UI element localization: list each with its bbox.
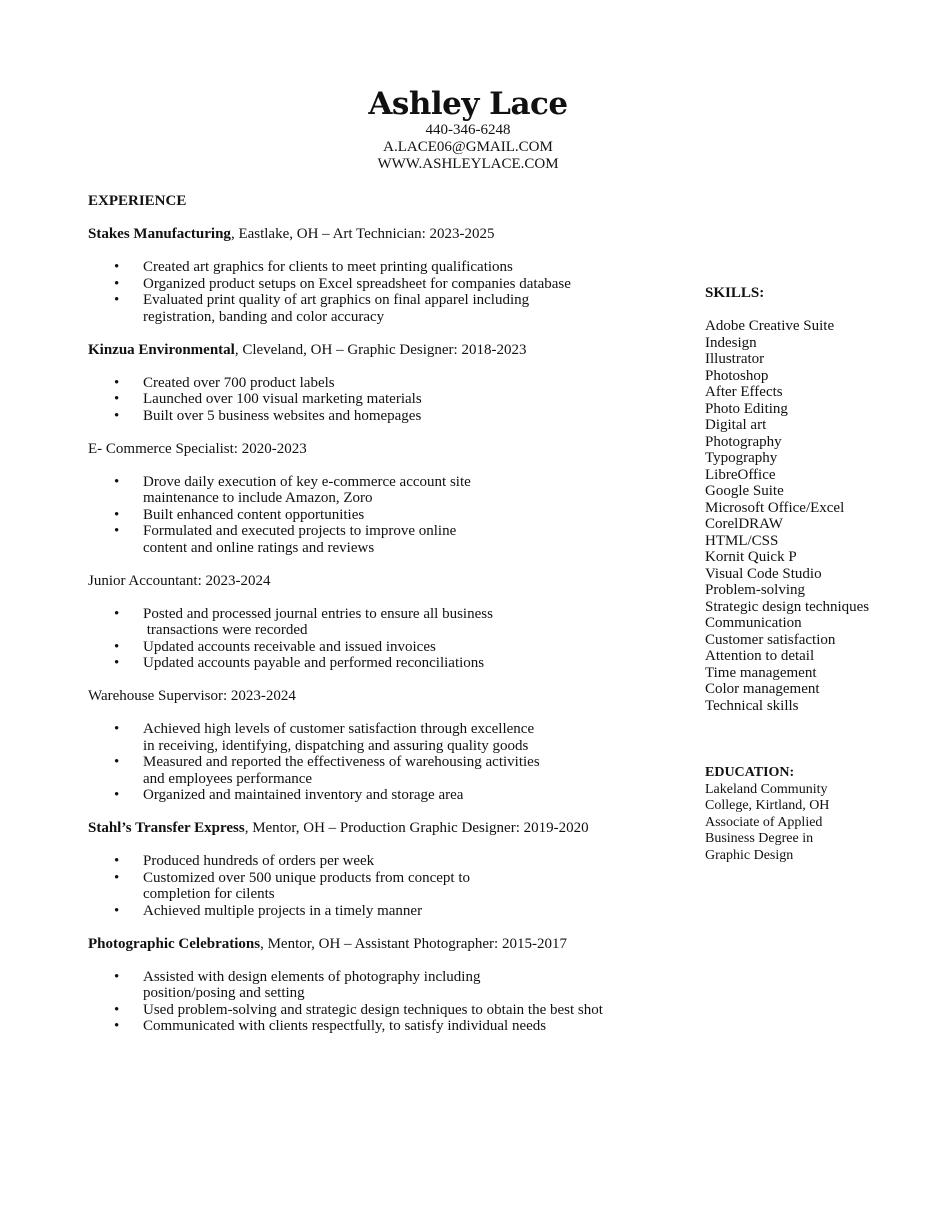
skill-item: Problem-solving (705, 582, 805, 598)
skill-item: CorelDRAW (705, 516, 783, 532)
list-item: • Created over 700 product labels (114, 374, 335, 391)
list-item: • Achieved high levels of customer satisfaction through excellence (114, 721, 535, 737)
education-line: Graphic Design (705, 847, 794, 863)
list-item: • Organized product setups on Excel spreadsheet for companies database (114, 275, 571, 292)
company-name: Kinzua Environmental (88, 341, 235, 358)
list-item-continuation: content and online ratings and reviews (143, 539, 375, 556)
job-detail: , Mentor, OH – Production Graphic Designer: 2019-2020 (244, 820, 589, 836)
resume-header (0, 86, 936, 173)
skills-heading: SKILLS: (705, 285, 765, 301)
company-name: Photographic Celebrations (88, 935, 261, 952)
email-address: A.LACE06@GMAIL.COM (383, 139, 553, 155)
education-line: Business Degree in (705, 831, 814, 846)
list-item: • Built over 5 business websites and homepages (114, 407, 422, 424)
skill-item: Technical skills (705, 697, 799, 714)
skill-item: Indesign (705, 334, 757, 351)
skill-item: After Effects (705, 384, 783, 400)
bullet-glyph: • (114, 968, 120, 985)
list-item: • Produced hundreds of orders per week (114, 853, 375, 869)
bullet-glyph: • (114, 292, 120, 308)
skill-item: Color management (705, 681, 820, 697)
bullet-glyph: • (114, 655, 120, 671)
list-item-continuation: maintenance to include Amazon, Zoro (143, 490, 373, 506)
bullet-list-stahls (88, 853, 688, 936)
education-line: College, Kirtland, OH (705, 798, 830, 813)
list-item: • Organized and maintained inventory and storage area (114, 787, 464, 803)
skill-item: Photo Editing (705, 400, 788, 417)
bullet-glyph: • (114, 473, 120, 490)
bullet-glyph: • (114, 605, 120, 622)
bullet-glyph: • (114, 407, 120, 424)
job-heading-photo (88, 936, 688, 969)
skill-item: Strategic design techniques (705, 598, 870, 615)
bullet-list-ecommerce (88, 474, 688, 573)
skills-list (705, 318, 905, 714)
company-name: Stahl’s Transfer Express (88, 820, 245, 836)
list-item: • Evaluated print quality of art graphics on final apparel including (114, 292, 530, 308)
skill-item: Time management (705, 664, 817, 681)
list-item: • Assisted with design elements of photography including (114, 968, 481, 985)
company-name: Stakes Manufacturing (88, 226, 231, 242)
list-item: • Updated accounts receivable and issued invoices (114, 638, 436, 655)
bullet-glyph: • (114, 787, 120, 803)
skill-item: LibreOffice (705, 466, 776, 483)
list-item: • Built enhanced content opportunities (114, 506, 365, 523)
skill-item: Kornit Quick P (705, 549, 797, 565)
skill-item: Communication (705, 615, 802, 631)
candidate-name: Ashley Lace (368, 86, 568, 122)
role-heading-warehouse: Warehouse Supervisor: 2023-2024 (88, 688, 296, 704)
bullet-glyph: • (114, 275, 120, 292)
list-item-continuation: position/posing and setting (143, 985, 305, 1001)
bullet-glyph: • (114, 721, 120, 737)
skill-item: Attention to detail (705, 648, 815, 664)
job-heading-kinzua (88, 342, 688, 375)
bullet-list-photo (88, 969, 688, 1052)
skill-item: Microsoft Office/Excel (705, 499, 845, 516)
skill-item: HTML/CSS (705, 532, 779, 549)
job-detail: , Cleveland, OH – Graphic Designer: 2018-2023 (234, 341, 527, 358)
skill-item: Customer satisfaction (705, 631, 836, 648)
job-heading-stakes (88, 226, 688, 259)
list-item-continuation: registration, banding and color accuracy (143, 308, 385, 325)
bullet-list-accountant (88, 606, 688, 689)
list-item: • Created art graphics for clients to meet printing qualifications (114, 259, 513, 275)
role-heading-accountant: Junior Accountant: 2023-2024 (88, 572, 271, 589)
list-item-continuation: in receiving, identifying, dispatching and assuring quality goods (143, 737, 529, 754)
education-line: Lakeland Community (705, 781, 828, 797)
bullet-glyph: • (114, 754, 120, 770)
list-item: • Updated accounts payable and performed reconciliations (114, 655, 485, 671)
list-item: • Drove daily execution of key e-commerce account site (114, 473, 471, 490)
skill-item: Visual Code Studio (705, 565, 822, 582)
education-heading: EDUCATION: (705, 765, 795, 780)
website-url: WWW.ASHLEYLACE.COM (377, 156, 559, 172)
skill-item: Digital art (705, 417, 767, 433)
bullet-glyph: • (114, 853, 120, 869)
bullet-list-warehouse (88, 721, 688, 820)
list-item: • Achieved multiple projects in a timely manner (114, 902, 423, 919)
education-section (705, 765, 895, 864)
skills-column (705, 285, 905, 714)
skill-item: Typography (705, 450, 778, 466)
job-detail: , Mentor, OH – Assistant Photographer: 2015-2017 (260, 935, 567, 952)
bullet-glyph: • (114, 374, 120, 391)
job-detail: , Eastlake, OH – Art Technician: 2023-2025 (230, 226, 495, 242)
bullet-glyph: • (114, 391, 120, 407)
skill-item: Photoshop (705, 367, 769, 384)
job-heading-stahls (88, 820, 688, 853)
list-item: • Launched over 100 visual marketing materials (114, 391, 422, 407)
bullet-glyph: • (114, 506, 120, 523)
bullet-list-kinzua (88, 375, 688, 441)
bullet-list-stakes (88, 259, 688, 342)
bullet-glyph: • (114, 1018, 120, 1034)
list-item-continuation: transactions were recorded (143, 622, 308, 638)
skill-item: Adobe Creative Suite (705, 318, 835, 334)
list-item: • Formulated and executed projects to improve online (114, 523, 457, 539)
bullet-glyph: • (114, 1001, 120, 1018)
skill-item: Google Suite (705, 483, 784, 499)
list-item: • Used problem-solving and strategic design techniques to obtain the best shot (114, 1001, 603, 1018)
bullet-glyph: • (114, 902, 120, 919)
list-item: • Measured and reported the effectiveness of warehousing activities (114, 754, 540, 770)
skill-item: Illustrator (705, 351, 765, 367)
list-item: • Posted and processed journal entries to ensure all business (114, 605, 493, 622)
list-item-continuation: and employees performance (143, 770, 313, 787)
list-item: • Customized over 500 unique products from concept to (114, 869, 471, 886)
list-item: • Communicated with clients respectfully, to satisfy individual needs (114, 1018, 547, 1034)
bullet-glyph: • (114, 638, 120, 655)
phone-number: 440-346-6248 (425, 122, 511, 138)
list-item-continuation: completion for cilents (143, 886, 275, 902)
experience-column (88, 193, 688, 1051)
bullet-glyph: • (114, 523, 120, 539)
bullet-glyph: • (114, 259, 120, 275)
bullet-glyph: • (114, 869, 120, 886)
role-heading-ecommerce: E- Commerce Specialist: 2020-2023 (88, 440, 307, 457)
education-line: Associate of Applied (705, 814, 823, 830)
skill-item: Photography (705, 433, 782, 450)
experience-heading: EXPERIENCE (88, 193, 187, 209)
